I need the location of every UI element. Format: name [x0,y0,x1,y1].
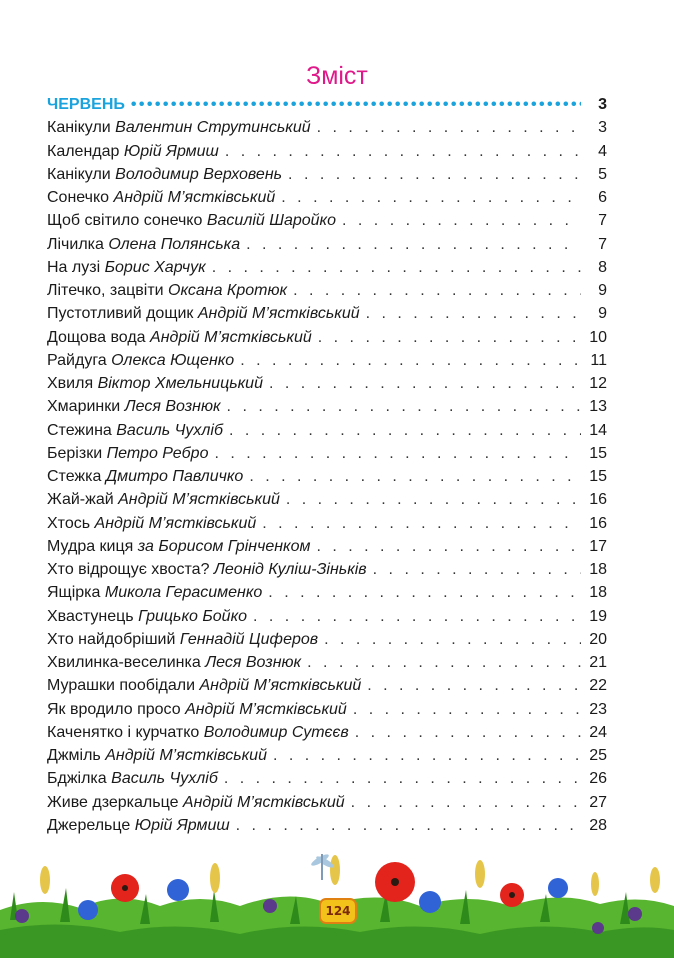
table-of-contents [47,93,607,837]
entry-author: Леонід Куліш-Зіньків [213,561,367,578]
entry-text [47,140,219,163]
leader-dots [262,512,581,535]
toc-entry[interactable] [47,581,607,604]
entry-page-number: 22 [589,677,607,695]
entry-page-number: 7 [598,212,607,230]
entry-text [47,442,208,465]
entry-title: Мудра киця [47,537,134,555]
entry-author: Андрій М’ястківський [185,700,347,718]
entry-page-number: 10 [589,328,607,346]
entry-author: Валентин Струтинський [115,119,311,137]
entry-text [47,233,240,256]
toc-entry[interactable] [47,302,607,325]
entry-title: Берізки [47,444,103,462]
entry-title: Канікули [47,119,111,137]
toc-entry[interactable] [47,349,607,372]
entry-title: Хмаринки [47,398,121,416]
section-page: 3 [598,96,607,113]
entry-author: за Борисом Грінченком [137,537,311,555]
entry-text [47,767,218,790]
entry-author: Оксана Кротюк [168,282,288,299]
entry-title: Стежина [47,421,112,439]
leader-dots [269,372,581,395]
entry-author: Леся Вознюк [124,398,221,416]
entry-text [47,395,221,418]
leader-dots [353,698,581,721]
entry-author: Геннадій Циферов [179,630,319,648]
entry-title: Стежка [47,468,102,485]
entry-text [47,698,347,721]
entry-page-number: 7 [598,235,607,253]
entry-text [47,512,256,535]
entry-title: Жай-жай [47,491,114,509]
entry-text [47,326,312,349]
toc-entry[interactable] [47,814,607,837]
leader-dots [317,116,581,139]
toc-entry[interactable] [47,767,607,790]
leader-dots [281,186,581,209]
entry-title: Щоб світило сонечко [47,212,203,230]
leader-dots [367,674,581,697]
entry-page-number: 13 [589,398,607,416]
entry-text [47,721,349,744]
entry-text [47,256,206,279]
toc-entry[interactable] [47,628,607,651]
entry-title: Райдуга [47,351,107,369]
entry-page-number: 15 [589,444,607,462]
entry-author: Андрій М’ястківський [199,677,362,695]
entry-author: Юрій Ярмиш [134,816,230,834]
leader-dots [240,349,581,372]
entry-page-number: 18 [589,561,607,578]
leader-dots [286,488,581,511]
entry-author: Леся Вознюк [205,654,302,671]
entry-page-number: 20 [589,630,607,648]
entry-title: Дощова вода [47,328,146,346]
entry-title: Календар [47,142,120,160]
toc-entry[interactable] [47,535,607,558]
entry-text [47,791,345,814]
entry-text [47,163,282,186]
entry-page-number: 26 [589,770,607,788]
leader-dots [316,535,581,558]
entry-author: Андрій М’ястківський [182,793,345,811]
toc-entry[interactable] [47,186,607,209]
toc-entry[interactable] [47,163,607,186]
entry-page-number: 17 [589,537,607,555]
entry-text [47,279,287,302]
entry-text [47,465,243,488]
entry-author: Юрій Ярмиш [123,142,219,160]
toc-entry[interactable] [47,209,607,232]
entry-author: Андрій М’ястківський [118,491,280,509]
entry-text [47,302,360,325]
entry-author: Віктор Хмельницький [97,375,263,392]
leader-dots [214,442,581,465]
toc-entry[interactable] [47,140,607,163]
leader-dots [225,140,581,163]
entry-text [47,535,310,558]
toc-entry[interactable] [47,698,607,721]
entry-title: Ящірка [47,584,101,602]
entry-text [47,209,336,232]
leader-dots [273,744,581,767]
entry-title: Пустотливий дощик [47,305,194,323]
entry-author: Василь Чухліб [111,770,218,788]
toc-entry[interactable] [47,256,607,279]
entry-author: Олекса Ющенко [111,351,235,369]
leader-dots [253,605,581,628]
leader-dots [324,628,581,651]
entry-title: Каченятко і курчатко [47,723,200,741]
entry-title: Сонечко [47,189,110,206]
entry-text [47,186,275,209]
section-label: ЧЕРВЕНЬ [47,96,125,113]
entry-text [47,628,318,651]
entry-text [47,581,262,604]
entry-author: Грицько Бойко [138,607,248,625]
entry-page-number: 8 [598,258,607,276]
toc-entry[interactable] [47,395,607,418]
entry-page-number: 9 [598,305,607,323]
leader-dots [268,581,581,604]
leader-dots [229,419,581,442]
entry-page-number: 21 [589,654,607,671]
leader-dots [307,651,581,674]
entry-author: Андрій М’ястківський [150,328,312,346]
leader-dots [288,163,581,186]
entry-author: Андрій М’ястківський [105,747,267,764]
entry-title: Хто відрощує хвоста? [47,561,210,578]
leader-dots [373,558,581,581]
entry-text [47,814,230,837]
entry-text [47,116,311,139]
leader-dots [236,814,581,837]
leader-dots [318,326,581,349]
entry-page-number: 3 [598,119,607,137]
entry-title: Джерельце [47,816,131,834]
toc-entry[interactable] [47,558,607,581]
entry-author: Володимир Сутєєв [203,723,349,741]
entry-page-number: 23 [589,700,607,718]
entry-author: Володимир Верховень [115,165,283,183]
toc-entry[interactable] [47,605,607,628]
entry-title: На лузі [47,258,101,276]
entry-title: Канікули [47,165,111,183]
leader-dots [351,791,581,814]
entry-page-number: 24 [589,723,607,741]
leader-dots [355,721,581,744]
entry-title: Хвилинка-веселинка [47,654,201,671]
leader-dots [224,767,581,790]
toc-entry[interactable] [47,651,607,674]
toc-entry[interactable] [47,442,607,465]
toc-entry[interactable] [47,372,607,395]
entry-text [47,674,361,697]
entry-title: Лічилка [47,235,104,253]
section-heading[interactable] [47,93,607,116]
toc-entry[interactable] [47,326,607,349]
entry-page-number: 15 [589,468,607,485]
toc-entry[interactable] [47,512,607,535]
leader-dots [249,465,581,488]
entry-text [47,558,367,581]
entry-page-number: 5 [598,165,607,183]
toc-entry[interactable] [47,744,607,767]
entry-text [47,419,223,442]
leader-dots [131,93,581,116]
entry-page-number: 14 [589,421,607,439]
leader-dots [212,256,581,279]
leader-dots [293,279,581,302]
entry-text [47,372,263,395]
entry-author: Андрій М’ястківський [94,514,257,532]
entry-author: Дмитро Павличко [105,468,244,485]
entry-page-number: 12 [589,375,607,392]
leader-dots [246,233,581,256]
entry-author: Василій Шаройко [206,212,337,230]
entry-title: Хто найдобріший [47,630,176,648]
toc-entry[interactable] [47,279,607,302]
entry-page-number: 18 [589,584,607,602]
entry-author: Петро Ребро [106,444,209,462]
entry-title: Живе дзеркальце [47,793,179,811]
entry-title: Мурашки пообідали [47,677,196,695]
toc-entry[interactable] [47,419,607,442]
entry-author: Олена Полянська [108,235,241,253]
entry-title: Хвастунець [47,607,134,625]
toc-entry[interactable] [47,721,607,744]
toc-entry[interactable] [47,488,607,511]
page-number-badge: 124 [319,898,357,924]
entry-title: Літечко, зацвіти [47,282,164,299]
entry-text [47,744,267,767]
entry-author: Микола Герасименко [104,584,263,602]
entry-title: Хвиля [47,375,94,392]
entry-page-number: 25 [589,747,607,764]
entry-title: Джміль [47,747,101,764]
leader-dots [342,209,581,232]
entry-title: Хтось [47,514,91,532]
entry-page-number: 19 [589,607,607,625]
toc-entry[interactable] [47,791,607,814]
toc-entry[interactable] [47,116,607,139]
entry-page-number: 16 [589,514,607,532]
entry-page-number: 11 [590,351,607,369]
entry-author: Андрій М’ястківський [113,189,276,206]
leader-dots [366,302,581,325]
entry-text [47,349,234,372]
entry-title: Бджілка [47,770,107,788]
entry-page-number: 9 [598,282,607,299]
page-title: Зміст [306,62,368,90]
entry-title: Як вродило просо [47,700,181,718]
toc-entry[interactable] [47,233,607,256]
entry-page-number: 6 [598,189,607,206]
entry-text [47,651,301,674]
entry-text [47,488,280,511]
entry-author: Андрій М’ястківський [197,305,360,323]
entry-author: Борис Харчук [104,258,206,276]
entry-author: Василь Чухліб [116,421,223,439]
entry-page-number: 27 [589,793,607,811]
toc-entry[interactable] [47,674,607,697]
leader-dots [227,395,581,418]
entry-page-number: 4 [598,142,607,160]
entry-text [47,605,247,628]
entry-page-number: 28 [589,816,607,834]
entry-page-number: 16 [589,491,607,509]
toc-entry[interactable] [47,465,607,488]
